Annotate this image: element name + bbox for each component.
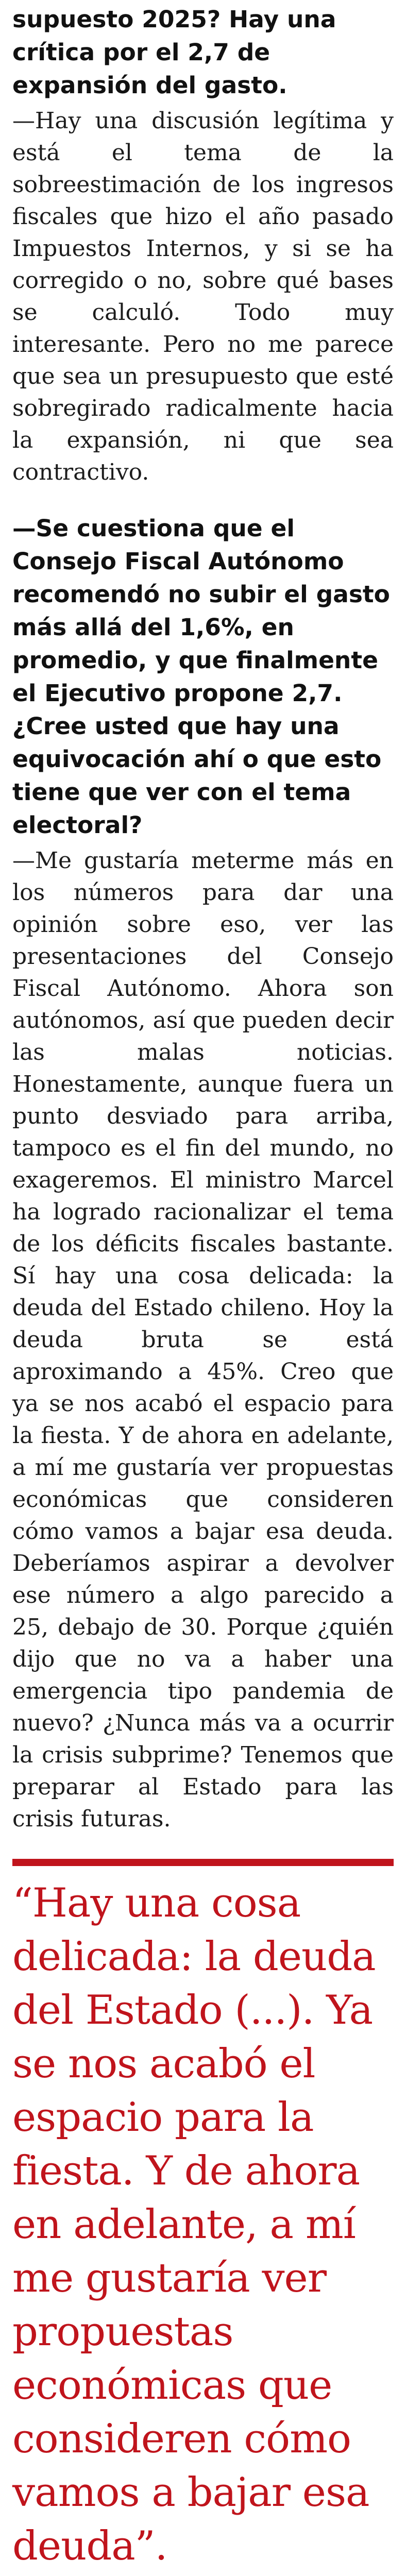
- pull-quote-text: “Hay una cosa delicada: la deuda del Estado (...). Ya se nos acabó el espacio para la fiesta. Y de ahora en adelante, a mí me gustaría ver propuestas económicas que consideren cómo vamos a bajar esa deuda”.: [12, 1880, 376, 2569]
- answer-paragraph: —Me gustaría meterme más en los números para dar una opinión sobre eso, ver las presentaciones del Consejo Fiscal Autónomo. Ahora son autónomos, así que pueden decir las malas noticias. Honestamente, aunque fuera un punto desviado para arriba, tampoco es el fin del mundo, no exageremos. El ministro Marcel ha logrado racionalizar el tema de los déficits fiscales bastante. Sí hay una cosa delicada: la deuda del Estado chileno. Hoy la deuda bruta se está aproximando a 45%. Creo que ya se nos acabó el espacio para la fiesta. Y de ahora en adelante, a mí me gustaría ver propuestas económicas que consideren cómo vamos a bajar esa deuda. Deberíamos aspirar a devolver ese número a algo parecido a 25, debajo de 30. Porque ¿quién dijo que no va a haber una emergencia tipo pandemia de nuevo? ¿Nunca más va a ocurrir la crisis subprime? Tenemos que preparar al Estado para las crisis futuras.: [12, 848, 394, 1832]
- pull-quote: [12, 1859, 394, 2576]
- answer-paragraph: —Hay una discusión legítima y está el tema de la sobreestimación de los ingresos fiscales que hizo el año pasado Impuestos Internos, y si se ha corregido o no, sobre qué bases se calculó. Todo muy interesante. Pero no me parece que sea un presupuesto que esté sobregirado radicalmente hacia la expansión, ni que sea contractivo.: [12, 108, 394, 485]
- question-text: supuesto 2025? Hay una crítica por el 2,7 de expansión del gasto.: [12, 6, 336, 99]
- question-text: —Se cuestiona que el Consejo Fiscal Autónomo recomendó no subir el gasto más allá del 1,6%, en promedio, y que finalmente el Ejecutivo propone 2,7. ¿Cree usted que hay una equivocación ahí o que esto tiene que ver con el tema electoral?: [12, 515, 390, 839]
